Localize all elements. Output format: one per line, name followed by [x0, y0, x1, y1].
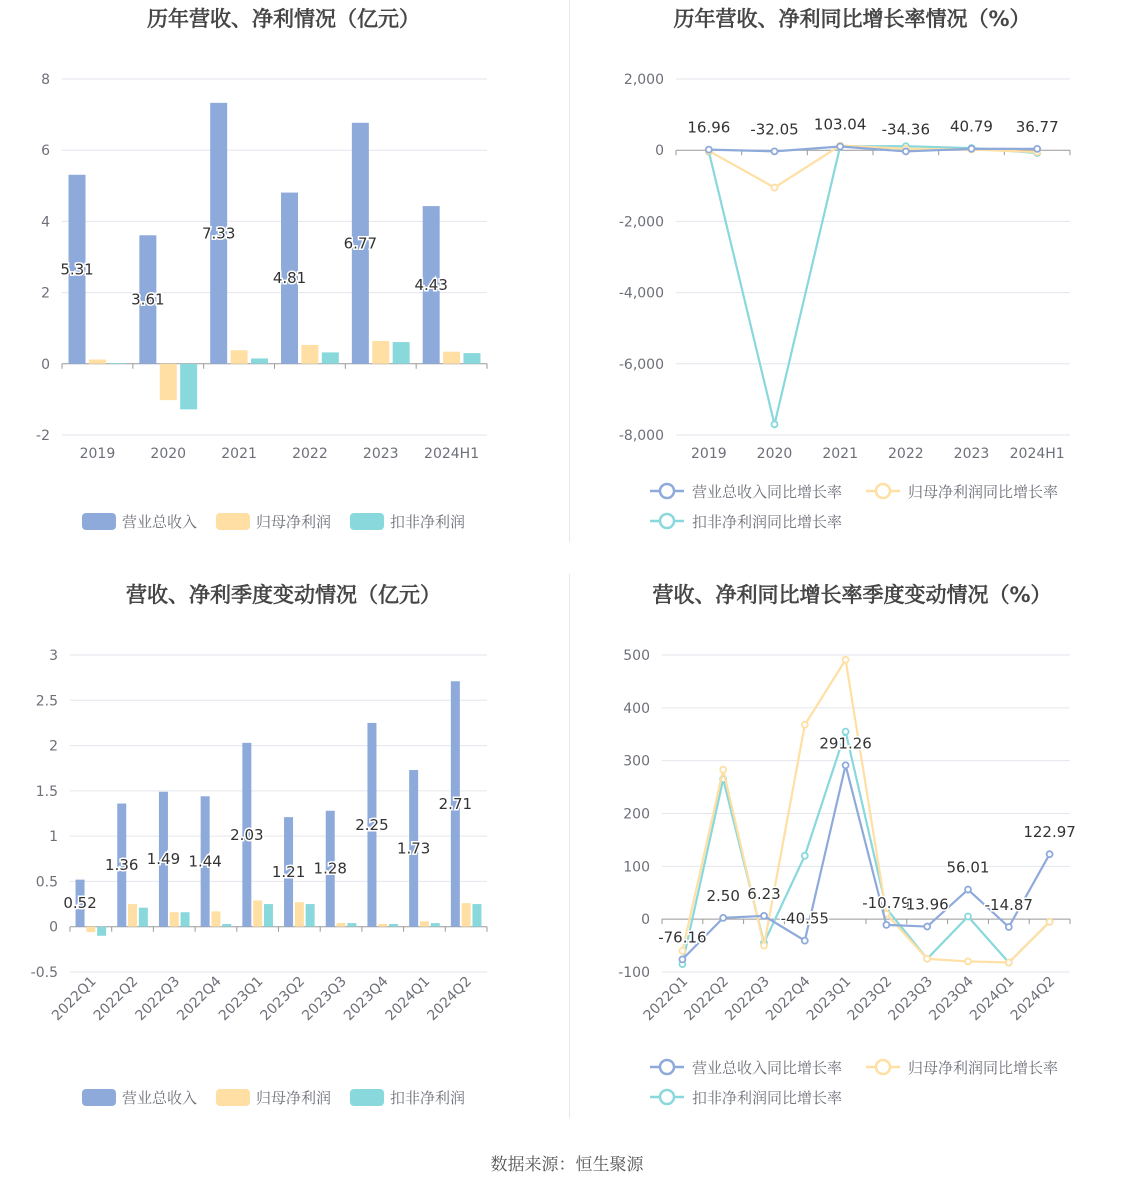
- line-point: [1006, 959, 1012, 965]
- line-point: [965, 887, 971, 893]
- bar-2: [378, 924, 387, 927]
- x-tick-label: 2023: [953, 446, 990, 462]
- line-value-label: -10.79: [862, 893, 911, 912]
- legend-marker: [660, 514, 674, 528]
- x-tick-label: 2020: [150, 446, 187, 462]
- bar-2: [170, 912, 179, 926]
- y-tick-label: 6: [41, 143, 50, 160]
- legend-item: [866, 1059, 1058, 1077]
- bar-3: [322, 352, 339, 363]
- line-point: [761, 943, 767, 949]
- bar-3: [306, 904, 315, 927]
- y-tick-label: 2,000: [623, 72, 664, 88]
- bar-value-label: 1.44: [188, 852, 222, 871]
- line-point: [843, 657, 849, 663]
- bar-2: [420, 921, 429, 926]
- x-tick-label: 2022: [888, 446, 924, 462]
- chart-title: 营收、净利季度变动情况（亿元）: [126, 583, 441, 607]
- line-point: [1047, 919, 1053, 925]
- y-tick-label: 2.5: [35, 693, 58, 710]
- bar-3: [139, 908, 148, 927]
- x-tick-label: 2023Q1: [215, 973, 267, 1025]
- line-point: [903, 148, 909, 154]
- bar-2: [160, 364, 177, 400]
- line-point: [802, 853, 808, 859]
- bar-value-label: 3.61: [131, 290, 165, 309]
- x-tick-label: 2024Q1: [967, 973, 1018, 1025]
- legend-swatch: [216, 1089, 250, 1106]
- legend-label: 营业总收入: [122, 1089, 198, 1107]
- y-tick-label: -8,000: [618, 428, 664, 444]
- x-tick-label: 2022: [292, 446, 328, 462]
- legend-item: [216, 513, 331, 531]
- line-point: [965, 958, 971, 964]
- line-point: [772, 148, 778, 154]
- legend-marker: [876, 484, 890, 498]
- y-tick-label: 0: [641, 912, 650, 929]
- line-point: [883, 922, 889, 928]
- chart-title: 历年营收、净利同比增长率情况（%）: [673, 7, 1031, 31]
- bar-2: [231, 350, 248, 364]
- legend-item: [650, 1089, 842, 1107]
- line-value-label: 122.97: [1023, 823, 1076, 842]
- y-tick-label: 2: [49, 738, 58, 755]
- legend-label: 营业总收入同比增长率: [692, 483, 843, 501]
- line-point: [924, 956, 930, 962]
- x-tick-label: 2022Q4: [174, 973, 225, 1025]
- x-tick-label: 2024H1: [424, 446, 480, 462]
- line-value-label: 13.96: [905, 895, 949, 914]
- line-point: [802, 722, 808, 728]
- legend-label: 扣非净利润同比增长率: [692, 1089, 843, 1107]
- line-value-label: -14.87: [984, 896, 1033, 915]
- series-line: [709, 146, 1037, 424]
- bar-value-label: 1.73: [396, 839, 431, 858]
- line-value-label: 56.01: [946, 858, 990, 877]
- y-tick-label: 0: [655, 143, 664, 160]
- bar-3: [222, 924, 231, 927]
- bar-value-label: 2.03: [230, 825, 264, 844]
- legend-swatch: [350, 513, 384, 530]
- line-value-label: 103.04: [813, 115, 867, 134]
- line-value-label: -32.05: [750, 120, 799, 139]
- line-value-label: 2.50: [706, 886, 740, 905]
- bar-value-label: 4.43: [414, 275, 448, 294]
- bar-value-label: 1.28: [313, 859, 347, 878]
- bar-2: [253, 900, 262, 926]
- bar-3: [472, 904, 481, 927]
- y-tick-label: 8: [41, 72, 50, 88]
- x-tick-label: 2024Q2: [1007, 973, 1059, 1025]
- x-tick-label: 2021: [822, 446, 858, 462]
- bar-3: [463, 353, 480, 364]
- line-point: [843, 762, 849, 768]
- line-point: [720, 915, 726, 921]
- legend-item: [216, 1089, 331, 1107]
- bar-3: [181, 912, 190, 926]
- line-value-label: -34.36: [881, 120, 931, 139]
- y-tick-label: 0.5: [35, 874, 58, 891]
- legend-item: [866, 483, 1058, 501]
- x-tick-label: 2023: [362, 446, 399, 462]
- bar-3: [109, 363, 126, 364]
- legend-label: 扣非净利润: [390, 513, 466, 531]
- bar-2: [211, 911, 220, 926]
- bar-2: [462, 903, 471, 927]
- line-point: [924, 924, 930, 930]
- legend-item: [650, 513, 842, 531]
- bar-3: [264, 904, 273, 927]
- legend-item: [350, 1089, 465, 1107]
- bar-value-label: 1.36: [105, 856, 139, 875]
- quarterly-growth-chart: [570, 570, 1134, 1150]
- line-point: [969, 146, 975, 152]
- line-point: [1047, 851, 1053, 857]
- x-tick-label: 2024H1: [1009, 446, 1065, 462]
- line-point: [706, 147, 712, 153]
- x-tick-label: 2022Q2: [681, 973, 733, 1025]
- bar-value-label: 0.52: [63, 894, 97, 913]
- y-tick-label: -100: [618, 965, 650, 981]
- legend-label: 营业总收入同比增长率: [692, 1059, 843, 1077]
- line-point: [772, 185, 778, 191]
- legend-item: [350, 513, 465, 531]
- x-tick-label: 2020: [756, 446, 793, 462]
- legend-label: 营业总收入: [122, 513, 198, 531]
- line-value-label: -76.16: [658, 928, 707, 947]
- y-tick-label: -4,000: [618, 285, 664, 302]
- bar-value-label: 2.25: [355, 815, 389, 834]
- chart-title: 营收、净利同比增长率季度变动情况（%）: [652, 583, 1052, 607]
- legend-label: 扣非净利润: [390, 1089, 466, 1107]
- bar-value-label: 4.81: [272, 269, 307, 288]
- line-point: [802, 938, 808, 944]
- bar-2: [128, 904, 137, 927]
- line-point: [1034, 146, 1040, 152]
- series-line: [682, 765, 1049, 959]
- bar-3: [393, 342, 410, 364]
- y-tick-label: 100: [623, 859, 650, 876]
- y-tick-label: 500: [623, 648, 650, 664]
- bar-2: [301, 345, 318, 364]
- x-tick-label: 2023Q2: [844, 973, 896, 1025]
- legend-swatch: [82, 1089, 116, 1106]
- line-value-label: -40.55: [780, 909, 829, 928]
- line-point: [679, 948, 685, 954]
- line-value-label: 16.96: [687, 118, 731, 137]
- data-source-footer: 数据来源：恒生聚源: [490, 1155, 644, 1175]
- x-tick-label: 2023Q3: [299, 973, 350, 1025]
- x-tick-label: 2019: [691, 446, 727, 462]
- legend-label: 归母净利润同比增长率: [908, 1059, 1059, 1077]
- bar-2: [89, 360, 106, 364]
- legend-swatch: [350, 1089, 384, 1106]
- line-value-label: 6.23: [747, 884, 781, 903]
- x-tick-label: 2022Q3: [722, 973, 773, 1025]
- legend-item: [650, 483, 842, 501]
- line-point: [1006, 924, 1012, 930]
- legend-item: [650, 1059, 842, 1077]
- line-point: [772, 421, 778, 427]
- x-tick-label: 2023Q4: [340, 973, 392, 1025]
- y-tick-label: -2,000: [618, 214, 664, 231]
- x-tick-label: 2023Q3: [885, 973, 937, 1025]
- legend-item: [82, 1089, 197, 1107]
- bar-2: [372, 341, 389, 364]
- y-tick-label: 200: [623, 806, 650, 823]
- legend-item: [82, 513, 197, 531]
- line-point: [761, 913, 767, 919]
- legend-label: 归母净利润: [256, 513, 332, 531]
- x-tick-label: 2024Q2: [424, 973, 475, 1025]
- chart-title: 历年营收、净利情况（亿元）: [147, 7, 420, 31]
- annual-growth-chart: [570, 0, 1134, 560]
- bar-2: [295, 902, 304, 926]
- line-point: [965, 914, 971, 920]
- x-tick-label: 2019: [79, 446, 116, 462]
- bar-3: [347, 923, 356, 927]
- y-tick-label: 400: [623, 700, 650, 717]
- line-point: [720, 767, 726, 773]
- bar-value-label: 5.31: [60, 260, 94, 279]
- line-point: [679, 956, 685, 962]
- bar-3: [251, 358, 268, 363]
- line-value-label: 36.77: [1015, 117, 1059, 136]
- legend-marker: [660, 1090, 674, 1104]
- legend-marker: [660, 484, 674, 498]
- y-tick-label: 300: [623, 753, 650, 770]
- legend-label: 归母净利润: [256, 1089, 332, 1107]
- y-tick-label: -2: [36, 428, 50, 444]
- bar-3: [389, 924, 398, 927]
- y-tick-label: -6,000: [618, 356, 664, 373]
- y-tick-label: 3: [49, 648, 58, 664]
- bar-value-label: 1.49: [146, 850, 181, 869]
- bar-value-label: 2.71: [438, 794, 473, 813]
- x-tick-label: 2022Q3: [132, 973, 184, 1025]
- x-tick-label: 2023Q1: [803, 973, 855, 1025]
- x-tick-label: 2022Q1: [640, 973, 692, 1025]
- legend-label: 扣非净利润同比增长率: [692, 513, 843, 531]
- legend-swatch: [82, 513, 116, 530]
- annual-amount-chart: [0, 0, 567, 560]
- bar-2: [337, 923, 346, 927]
- x-tick-label: 2023Q4: [926, 973, 977, 1025]
- bar-value-label: 6.77: [343, 234, 378, 253]
- line-point: [837, 144, 843, 150]
- bar-value-label: 7.33: [201, 224, 236, 243]
- x-tick-label: 2022Q1: [49, 973, 100, 1025]
- bar-2: [86, 927, 95, 932]
- y-tick-label: 2: [41, 285, 50, 302]
- bar-3: [431, 923, 440, 927]
- legend-marker: [660, 1060, 674, 1074]
- y-tick-label: 1.5: [35, 783, 58, 800]
- y-tick-label: 0: [41, 356, 50, 373]
- x-tick-label: 2024Q1: [382, 973, 434, 1025]
- bar-2: [443, 352, 460, 364]
- y-tick-label: 1: [49, 829, 58, 846]
- x-tick-label: 2021: [221, 446, 257, 462]
- bar-value-label: 1.21: [271, 862, 306, 881]
- legend-marker: [876, 1060, 890, 1074]
- bar-3: [97, 927, 106, 936]
- bar-3: [180, 364, 197, 410]
- quarterly-amount-chart: [0, 570, 567, 1150]
- y-tick-label: -0.5: [30, 965, 58, 981]
- legend-label: 归母净利润同比增长率: [908, 483, 1059, 501]
- line-value-label: 40.79: [950, 117, 993, 136]
- x-tick-label: 2022Q2: [90, 973, 142, 1025]
- y-tick-label: 0: [49, 919, 58, 936]
- line-value-label: 291.26: [819, 734, 872, 753]
- x-tick-label: 2023Q2: [257, 973, 309, 1025]
- legend-swatch: [216, 513, 250, 530]
- y-tick-label: 4: [41, 214, 50, 231]
- x-tick-label: 2022Q4: [763, 973, 814, 1025]
